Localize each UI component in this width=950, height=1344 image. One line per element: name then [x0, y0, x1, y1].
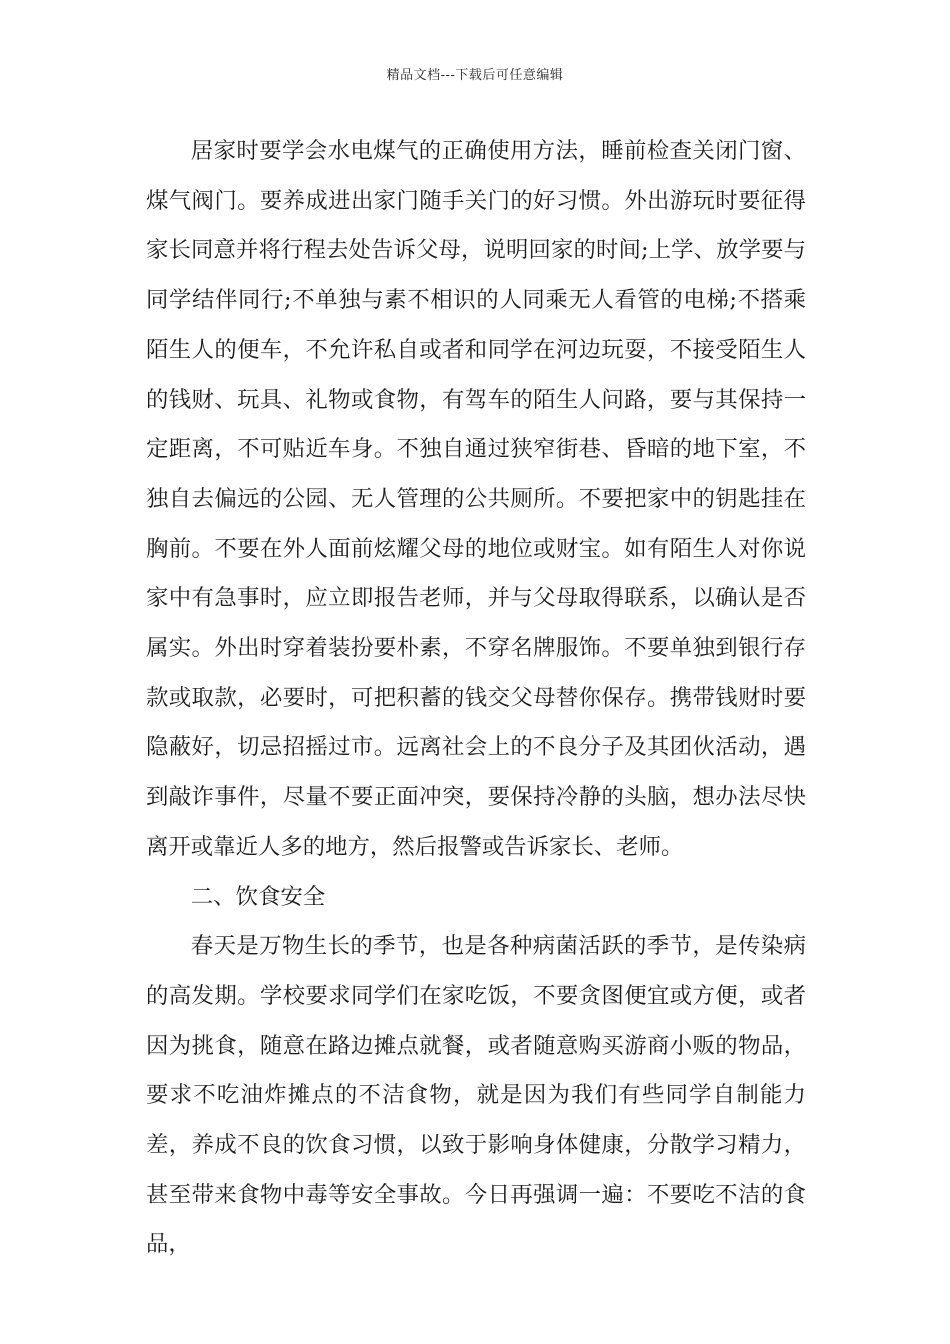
- document-body: [146, 127, 806, 1270]
- paragraph-home-safety: 居家时要学会水电煤气的正确使用方法，睡前检查关闭门窗、煤气阀门。要养成进出家门随手关门的好习惯。外出游玩时要征得家长同意并将行程去处告诉父母，说明回家的时间;上学、放学要与同学结伴同行;不单独与素不相识的人同乘无人看管的电梯;不搭乘陌生人的便车，不允许私自或者和同学在河边玩耍，不接受陌生人的钱财、玩具、礼物或食物，有驾车的陌生人问路，要与其保持一定距离，不可贴近车身。不独自通过狭窄街巷、昏暗的地下室，不独自去偏远的公园、无人管理的公共厕所。不要把家中的钥匙挂在胸前。不要在外人面前炫耀父母的地位或财宝。如有陌生人对你说家中有急事时，应立即报告老师，并与父母取得联系，以确认是否属实。外出时穿着装扮要朴素，不穿名牌服饰。不要单独到银行存款或取款，必要时，可把积蓄的钱交父母替你保存。携带钱财时要隐蔽好，切忌招摇过市。远离社会上的不良分子及其团伙活动，遇到敲诈事件，尽量不要正面冲突，要保持冷静的头脑，想办法尽快离开或靠近人多的地方，然后报警或告诉家长、老师。: [146, 138, 806, 860]
- page-header: 精品文档---下载后可任意编辑: [386, 68, 564, 83]
- section-heading-food-safety: 二、饮食安全: [190, 883, 326, 910]
- paragraph-food-safety: 春天是万物生长的季节，也是各种病菌活跃的季节，是传染病的高发期。学校要求同学们在家吃饭，不要贪图便宜或方便，或者因为挑食，随意在路边摊点就餐，或者随意购买游商小贩的物品，要求不吃油炸摊点的不洁食物，就是因为我们有些同学自制能力差，养成不良的饮食习惯，以致于影响身体健康，分散学习精力，甚至带来食物中毒等安全事故。今日再强调一遍：不要吃不洁的食品，: [146, 933, 806, 1258]
